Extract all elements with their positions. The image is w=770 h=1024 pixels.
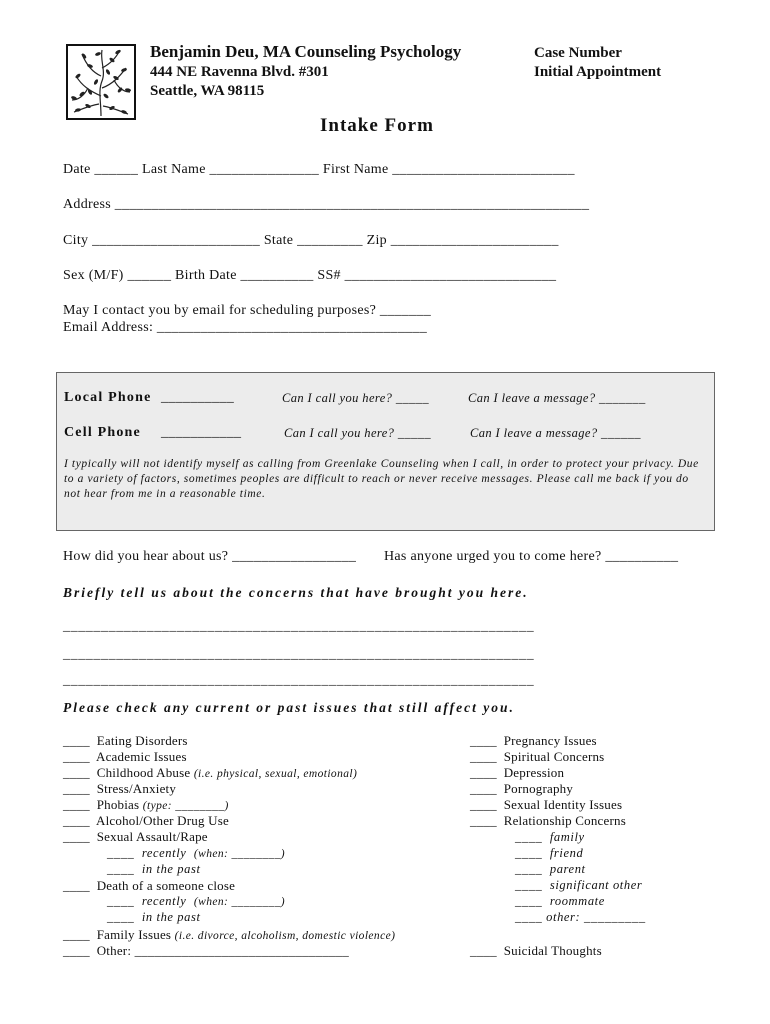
concerns-prompt: Briefly tell us about the concerns that have brought you here. <box>63 585 529 600</box>
provider-address-line2: Seattle, WA 98115 <box>150 83 265 99</box>
check-blank[interactable]: ____ <box>107 894 135 908</box>
sub-label: in the past <box>141 910 201 924</box>
other-line[interactable]: ________________________________ <box>134 943 349 958</box>
cell-phone-label: Cell Phone <box>64 425 141 440</box>
issue-label: Childhood Abuse <box>96 765 191 780</box>
issue-label: Sexual Identity Issues <box>503 797 623 812</box>
check-blank[interactable]: ____ <box>470 765 497 780</box>
provider-name: Benjamin Deu, MA Counseling Psychology <box>150 42 462 61</box>
issue-label: Other: <box>96 943 132 958</box>
sub-note[interactable]: (when: ________) <box>193 896 285 908</box>
check-blank[interactable]: ____ <box>63 749 90 764</box>
issue-family[interactable] <box>63 927 395 943</box>
issue-alcohol-drug[interactable] <box>63 813 229 829</box>
check-blank[interactable]: ____ <box>515 846 543 860</box>
issue-label: Academic Issues <box>96 749 187 764</box>
city-state-zip-row[interactable]: City _______________________ State _________ Zip _______________________ <box>63 233 559 248</box>
assault-in-past[interactable] <box>107 862 201 877</box>
check-blank[interactable]: ____ <box>107 846 135 860</box>
concerns-line-1[interactable]: ______________________________________________________________ <box>63 619 535 634</box>
sub-label: parent <box>549 862 586 876</box>
sub-label: recently <box>141 894 187 908</box>
issue-suicidal-thoughts[interactable] <box>470 943 602 959</box>
privacy-note: I typically will not identify myself as calling from Greenlake Counseling when I call, in order to protect your privacy. Due to a variety of factors, sometimes peoples are difficult to reach or never receive messages. Please call me back if you do not hear from me in a reasonable time. <box>64 458 699 500</box>
check-blank[interactable]: ____ <box>470 749 497 764</box>
check-blank[interactable]: ____ <box>470 733 497 748</box>
relationship-significant-other[interactable] <box>515 878 642 893</box>
issue-label: Eating Disorders <box>96 733 188 748</box>
sub-label: in the past <box>141 862 201 876</box>
sub-label: friend <box>549 846 584 860</box>
check-blank[interactable]: ____ <box>63 829 90 844</box>
sub-label[interactable]: other: _________ <box>546 910 646 924</box>
issue-label: Phobias <box>96 797 140 812</box>
check-blank[interactable]: ____ <box>63 733 90 748</box>
check-blank[interactable]: ____ <box>470 781 497 796</box>
issue-relationship[interactable] <box>470 813 626 829</box>
check-blank[interactable]: ____ <box>515 894 543 908</box>
concerns-line-3[interactable]: ______________________________________________________________ <box>63 673 535 688</box>
issue-sexual-assault[interactable] <box>63 829 208 845</box>
cell-phone-field[interactable]: ___________ <box>161 425 242 440</box>
issue-other[interactable] <box>63 943 349 959</box>
check-blank[interactable]: ____ <box>515 878 543 892</box>
heard-about-us-field[interactable]: How did you hear about us? _________________ <box>63 549 357 564</box>
tree-vine-icon <box>66 44 136 120</box>
sex-birth-ssn-row[interactable]: Sex (M/F) ______ Birth Date __________ SS# _____________________________ <box>63 268 557 283</box>
address-row[interactable]: Address _________________________________________________________________ <box>63 197 590 212</box>
issue-note: (i.e. physical, sexual, emotional) <box>193 768 358 780</box>
provider-address-line1: 444 NE Ravenna Blvd. #301 <box>150 64 329 80</box>
sub-note[interactable]: (when: ________) <box>193 848 285 860</box>
issue-label: Family Issues <box>96 927 172 942</box>
issue-spiritual[interactable] <box>470 749 604 765</box>
check-blank[interactable]: ____ <box>515 862 543 876</box>
check-blank[interactable]: ____ <box>63 927 90 942</box>
check-blank[interactable]: ____ <box>63 878 90 893</box>
check-blank[interactable]: ____ <box>470 943 497 958</box>
death-recently[interactable] <box>107 894 285 909</box>
issue-death[interactable] <box>63 878 235 894</box>
issue-label: Death of a someone close <box>96 878 236 893</box>
sub-label: family <box>549 830 585 844</box>
relationship-parent[interactable] <box>515 862 586 877</box>
cell-message-question[interactable]: Can I leave a message? ______ <box>470 426 641 440</box>
issue-phobias[interactable] <box>63 797 229 813</box>
local-phone-label: Local Phone <box>64 390 152 405</box>
check-blank[interactable]: ____ <box>515 910 543 924</box>
local-call-question[interactable]: Can I call you here? _____ <box>282 391 430 405</box>
relationship-other[interactable] <box>515 910 646 925</box>
check-blank[interactable]: ____ <box>107 910 135 924</box>
local-message-question[interactable]: Can I leave a message? _______ <box>468 391 646 405</box>
issue-label: Pregnancy Issues <box>503 733 597 748</box>
issue-childhood-abuse[interactable] <box>63 765 357 781</box>
issue-label: Relationship Concerns <box>503 813 626 828</box>
check-blank[interactable]: ____ <box>63 943 90 958</box>
issue-pregnancy[interactable] <box>470 733 597 749</box>
concerns-line-2[interactable]: ______________________________________________________________ <box>63 647 535 662</box>
death-in-past[interactable] <box>107 910 201 925</box>
issue-sexual-identity[interactable] <box>470 797 622 813</box>
local-phone-field[interactable]: __________ <box>161 390 234 405</box>
check-blank[interactable]: ____ <box>63 781 90 796</box>
relationship-roommate[interactable] <box>515 894 605 909</box>
issue-label: Stress/Anxiety <box>96 781 177 796</box>
check-blank[interactable]: ____ <box>63 813 90 828</box>
issue-eating-disorders[interactable] <box>63 733 188 749</box>
sub-label: significant other <box>549 878 643 892</box>
issue-note[interactable]: (type: ________) <box>142 800 229 812</box>
check-blank[interactable]: ____ <box>470 813 497 828</box>
sub-label: roommate <box>549 894 605 908</box>
check-blank[interactable]: ____ <box>107 862 135 876</box>
issue-academic[interactable] <box>63 749 187 765</box>
case-number-label: Case Number <box>534 45 622 61</box>
issue-stress-anxiety[interactable] <box>63 781 176 797</box>
issue-note: (i.e. divorce, alcoholism, domestic violence) <box>174 930 396 942</box>
issue-label: Pornography <box>503 781 574 796</box>
check-blank[interactable]: ____ <box>63 765 90 780</box>
relationship-friend[interactable] <box>515 846 583 861</box>
issue-label: Depression <box>503 765 565 780</box>
sub-label: recently <box>141 846 187 860</box>
issues-prompt: Please check any current or past issues that still affect you. <box>63 700 515 715</box>
issue-pornography[interactable] <box>470 781 573 797</box>
page-title: Intake Form <box>320 115 434 136</box>
issue-label: Alcohol/Other Drug Use <box>96 813 229 828</box>
issue-label: Sexual Assault/Rape <box>96 829 208 844</box>
check-blank[interactable]: ____ <box>470 797 497 812</box>
initial-appointment-label: Initial Appointment <box>534 64 662 80</box>
check-blank[interactable]: ____ <box>515 830 543 844</box>
issue-label: Suicidal Thoughts <box>503 943 602 958</box>
email-contact-question[interactable]: May I contact you by email for scheduling purposes? _______ <box>63 303 432 318</box>
date-name-row[interactable]: Date ______ Last Name _______________ First Name _________________________ <box>63 162 575 177</box>
urged-field[interactable]: Has anyone urged you to come here? __________ <box>384 549 679 564</box>
assault-recently[interactable] <box>107 846 285 861</box>
email-address-field[interactable]: Email Address: _____________________________________ <box>63 320 428 335</box>
check-blank[interactable]: ____ <box>63 797 90 812</box>
issue-label: Spiritual Concerns <box>503 749 605 764</box>
relationship-family[interactable] <box>515 830 585 845</box>
cell-call-question[interactable]: Can I call you here? _____ <box>284 426 432 440</box>
issue-depression[interactable] <box>470 765 564 781</box>
